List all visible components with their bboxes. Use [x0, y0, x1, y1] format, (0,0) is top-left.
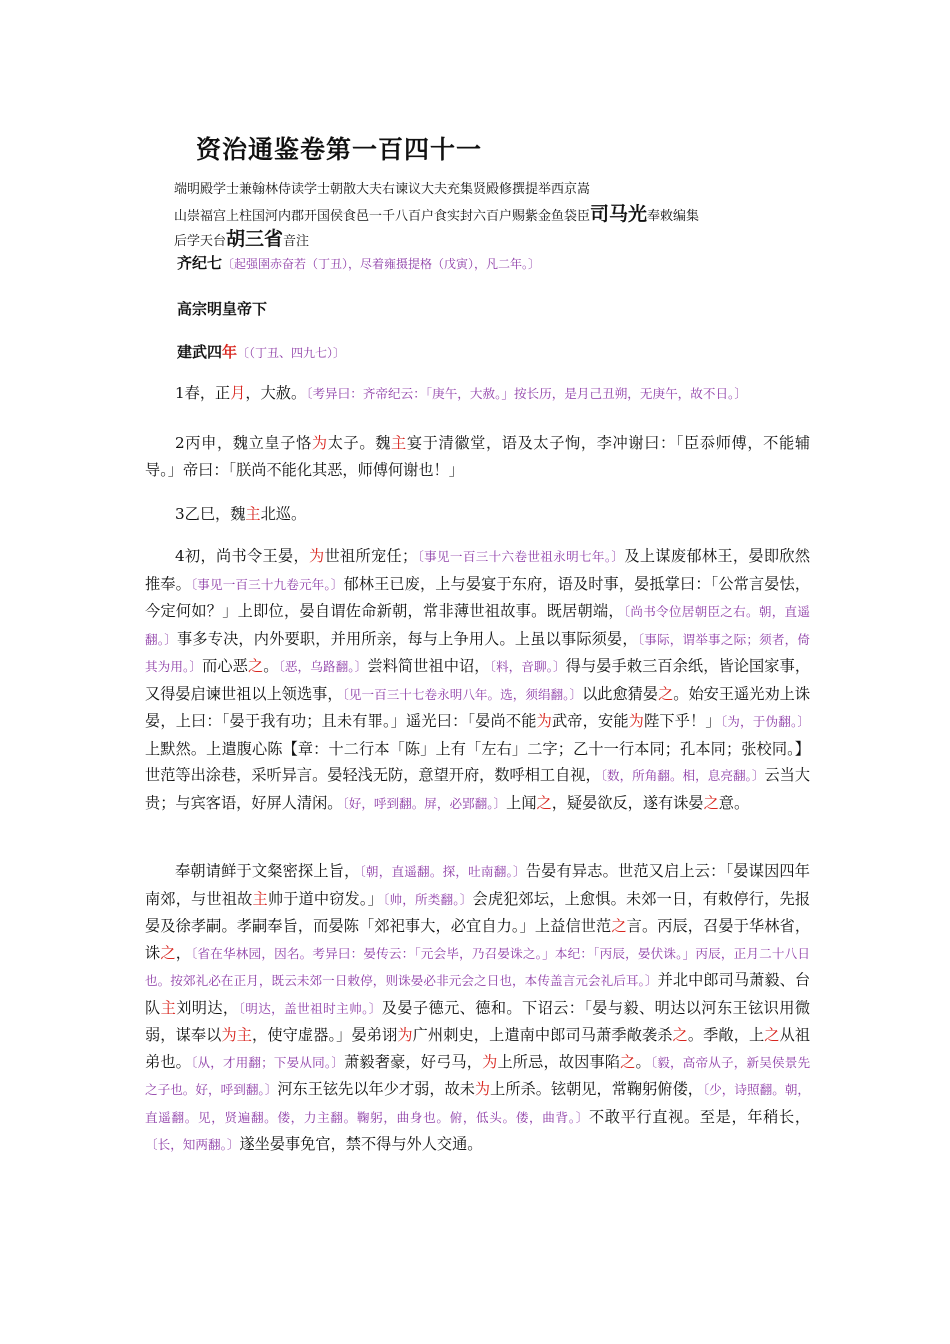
- text-run: ，使守虚器。」晏弟诩: [252, 1026, 398, 1044]
- text-run: 3乙巳，魏: [175, 505, 246, 523]
- annotator-name: 胡三省: [226, 228, 284, 250]
- paragraph-2: [145, 430, 810, 483]
- text-run: 而心恶: [202, 657, 248, 675]
- text-run: 得与晏手敕三百余纸，皆论国家事，又得晏启谏世祖以上领选事，: [145, 657, 811, 703]
- annotation: 〔考异曰：齐帝纪云：「庚午，大赦。」按长历，是月己丑朔，无庚午，故不日。〕: [306, 386, 747, 401]
- red-char: 为: [628, 712, 645, 730]
- text-run: 云当大贵；与宾客语，好屏人清闲。: [145, 766, 811, 812]
- text-run: ，大赦。: [245, 384, 307, 402]
- text-run: 及晏子德元、德和。下诏云：「晏与毅、明达以河东王铉识用微弱，谋奉以: [145, 998, 811, 1044]
- text-run: 北巡。: [260, 505, 307, 523]
- text-run: 。季敞，上: [687, 1026, 765, 1044]
- annotation: 〔事际，谓举事之际；须者，倚其为用。〕: [145, 631, 811, 674]
- annotation: 〔好，呼到翻。屏，必郢翻。〕: [342, 795, 507, 811]
- text-run: 郁林王已废，上与晏宴于东府，语及时事，晏抵掌曰：「公常言晏怯，今定何如？」上即位，晏自谓佐命新朝，常非薄世祖故事。既居朝端，: [145, 574, 811, 620]
- annotation: 〔恶，乌路翻。〕: [278, 659, 368, 674]
- red-char: 主: [160, 998, 177, 1017]
- text-run: 。: [263, 657, 279, 675]
- byline-line-1: 端明殿学士兼翰林侍读学士朝散大夫右谏议大夫充集贤殿修撰提举西京嵩: [174, 182, 591, 197]
- text-run: 从祖弟也。: [145, 1026, 811, 1071]
- red-char: 为: [311, 434, 328, 452]
- text-run: 世祖所宠任；: [324, 547, 418, 565]
- year-note: 〔（丁丑、四九七）〕: [237, 346, 346, 360]
- text-run: 以此愈猜晏: [582, 684, 659, 703]
- text-run: 告晏有异志。世范又启上云：「晏谋因四年南郊，与世祖故: [145, 862, 810, 908]
- annotation: 〔长，知两翻。〕: [145, 1137, 240, 1152]
- byline-role: 奉敕编集: [647, 209, 700, 224]
- text-run: 4初，尚书令王晏，: [175, 547, 309, 565]
- red-char: 为: [536, 712, 552, 730]
- text-run: 武帝，安能: [551, 712, 629, 730]
- text-run: 尝料简世祖中诏，: [367, 657, 490, 675]
- text-run: 会虎犯郊坛，上愈惧。未郊一日，有敕停行，先报晏及徐孝嗣。孝嗣奉旨，而晏陈「郊祀事大，必宜自力。」上益信世范: [145, 889, 811, 935]
- author-name: 司马光: [590, 203, 648, 225]
- annotation: 〔朝，直遥翻。探，吐南翻。〕: [359, 864, 526, 879]
- paragraph-1: [145, 380, 810, 408]
- text-run: 遂坐晏事免官，禁不得与外人交通。: [239, 1135, 483, 1153]
- emperor-heading: 高宗明皇帝下: [177, 300, 268, 318]
- annotation: 〔少，诗照翻。朝，直遥翻。见，贤遍翻。偻，力主翻。鞠躬，曲身也。俯，低头。偻，曲背。〕: [145, 1082, 811, 1125]
- annotation: 〔事见一百三十九卷元年。〕: [190, 576, 344, 592]
- annotation: 〔尚书令位居朝臣之右。朝，直遥翻。〕: [145, 604, 811, 647]
- red-char: 之: [536, 793, 552, 812]
- annotation: 〔从，才用翻；下晏从同。〕: [191, 1054, 345, 1070]
- text-run: 。始安王遥光劝上诛晏，上曰：「晏于我有功；且未有罪。」遥光曰：「晏尚不能: [145, 684, 811, 730]
- annotation: 〔帅，所类翻。〕: [383, 891, 473, 907]
- annotation: 〔事见一百三十六卷世祖永明七年。〕: [417, 549, 625, 564]
- red-char: 之: [247, 657, 264, 675]
- red-char: 月: [230, 384, 246, 402]
- text-run: 陛下乎！」: [644, 712, 721, 730]
- text-run: 1春，正: [175, 384, 231, 402]
- text-run: ，疑晏欲反，遂有诛晏: [551, 793, 704, 812]
- red-char: 之: [611, 917, 627, 935]
- document-title: 资治通鉴卷第一百四十一: [196, 135, 483, 164]
- red-char: 为: [474, 1080, 491, 1098]
- text-run: 河东王铉先以年少才弱，故未: [277, 1080, 475, 1098]
- annotation: 〔料，音聊。〕: [489, 659, 566, 674]
- byline-line-3: [174, 224, 309, 251]
- text-run: 上所杀。铉朝见，常鞠躬俯偻，: [490, 1080, 703, 1098]
- red-char: 之: [160, 943, 176, 962]
- annotation: 〔为，于伪翻。〕: [720, 714, 811, 729]
- era-heading: [177, 252, 540, 273]
- text-run: 上所忌，故因事陷: [497, 1052, 621, 1071]
- text-run: 上闻: [506, 793, 537, 812]
- text-run: 意。: [718, 793, 750, 812]
- annotation: 〔见一百三十七卷永明八年。选，须绢翻。〕: [342, 686, 583, 702]
- text-run: 2丙申，魏立皇子恪: [175, 434, 312, 452]
- text-run: 不敢平行直视。至是，年稍长，: [588, 1107, 811, 1126]
- red-char: 为: [397, 1026, 413, 1044]
- annotation: 〔毅，高帝从子，新吴侯景先之子也。好，呼到翻。〕: [145, 1054, 811, 1097]
- text-run: 太子。魏: [327, 434, 392, 452]
- year-label: 建武四: [177, 343, 223, 361]
- text-run: 奉朝请鲜于文粲密探上旨，: [175, 862, 360, 880]
- era-note: 〔起强圉赤奋若（丁丑），尽着雍摄提格（戊寅），凡二年。〕: [222, 257, 541, 271]
- text-run: 并北中郎司马萧毅、台队: [145, 971, 811, 1017]
- annotation: 〔明达，盖世祖时主帅。〕: [238, 1000, 382, 1016]
- text-run: 刘明达，: [176, 998, 239, 1017]
- annotation: 〔数，所角翻。相，息亮翻。〕: [600, 768, 765, 783]
- red-char: 之: [703, 793, 719, 812]
- red-char: 为: [308, 547, 325, 565]
- byline-office: 山崇福宫上柱国河内郡开国侯食邑一千八百户食实封六百户赐紫金鱼袋臣: [174, 209, 591, 224]
- year-heading: [177, 341, 345, 362]
- byline-line-2: [174, 199, 699, 226]
- text-run: 。: [635, 1052, 651, 1071]
- annotator-prefix: 后学天台: [174, 234, 227, 249]
- text-run: 言。丙辰，召晏于华林省，诛: [145, 917, 811, 962]
- red-char: 主: [391, 434, 407, 452]
- text-run: 上默然。上遣腹心陈【章：十二行本「陈」上有「左右」二字；乙十一行本同；孔本同；张校同。】世范等出涂巷，采听异言。晏轻浅无防，意望开府，数呼相工自视，: [145, 739, 810, 784]
- red-char: 之: [672, 1026, 688, 1044]
- text-run: 广州刺史，上遣南中郎司马萧季敞袭杀: [412, 1026, 673, 1044]
- red-char: 为: [482, 1052, 498, 1071]
- text-run: 萧毅奢豪，好弓马，: [344, 1052, 483, 1071]
- red-char: 为主: [221, 1026, 253, 1044]
- red-char: 之: [658, 684, 674, 703]
- text-run: 及上谋废郁林王，晏即欣然推奉。: [145, 547, 811, 593]
- text-run: 宴于清徽堂，语及太子恂，李冲谢曰：「臣忝师傅，不能辅导。」帝曰：「朕尚不能化其恶，师傅何谢也！」: [145, 434, 811, 479]
- paragraph-4: [145, 543, 810, 817]
- text-run: ，: [175, 943, 192, 962]
- red-char: 主: [252, 889, 268, 908]
- paragraph-3: [145, 501, 810, 528]
- text-run: 事多专决，内外要职，并用所亲，每与上争用人。上虽以事际须晏，: [177, 629, 638, 648]
- paragraph-5: [145, 858, 810, 1159]
- year-label-red: 年: [222, 343, 238, 361]
- text-run: 帅于道中窃发。」: [267, 889, 384, 908]
- annotation: 〔省在华林园，因名。考异曰：晏传云：「元会毕，乃召晏诛之。」本纪：「丙辰，晏伏诛。」丙辰，正月二十八日也。按郊礼必在正月，既云未郊一日敕停，则诛晏必非元会之日也，本传盖言元会礼后耳。〕: [145, 945, 811, 988]
- red-char: 主: [245, 505, 261, 523]
- red-char: 之: [764, 1026, 780, 1044]
- annotator-role: 音注: [283, 234, 310, 249]
- era-label: 齐纪七: [177, 254, 223, 272]
- red-char: 之: [620, 1052, 636, 1071]
